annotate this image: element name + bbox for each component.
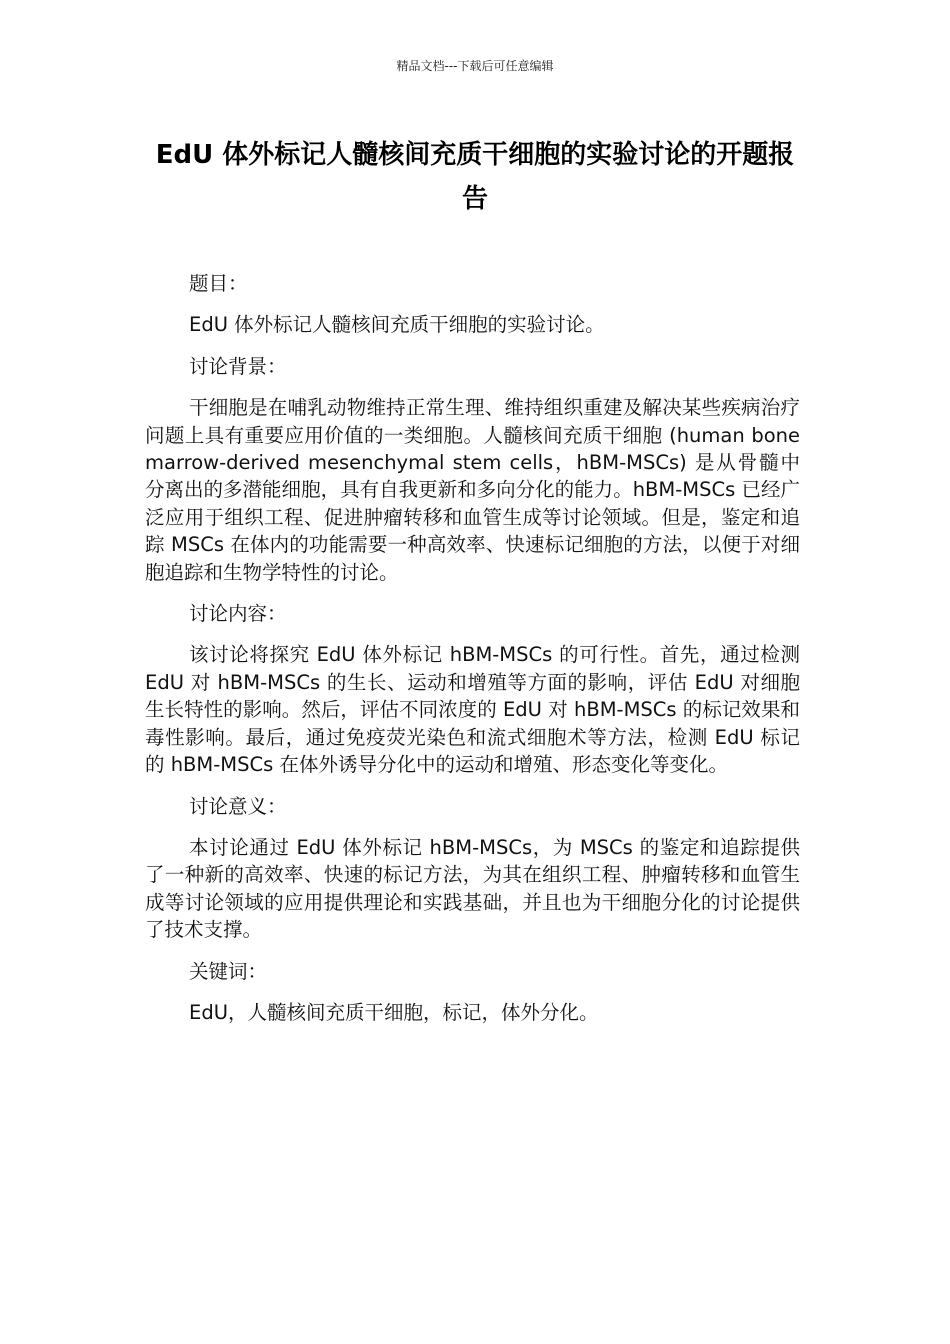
background-label: 讨论背景： [189, 354, 287, 378]
content-label: 讨论内容： [189, 602, 287, 626]
significance-paragraph: 本讨论通过 EdU 体外标记 hBM-MSCs，为 MSCs 的鉴定和追踪提供了一种新的高效率、快速的标记方法，为其在组织工程、肿瘤转移和血管生成等讨论领域的应用提供理论和实践基础，并且也为干细胞分化的讨论提供了技术支撑。 [145, 835, 800, 942]
keywords-text: EdU，人髓核间充质干细胞，标记，体外分化。 [189, 1000, 599, 1024]
header-note: 精品文档---下载后可任意编辑 [396, 59, 554, 73]
document-body [145, 270, 800, 1040]
background-paragraph: 干细胞是在哺乳动物维持正常生理、维持组织重建及解决某些疾病治疗问题上具有重要应用价值的一类细胞。人髓核间充质干细胞 (human bone marrow-derived mesenchymal stem cells，hBM-MSCs) 是从骨髓中分离出的多潜能细胞，具有自我更新和多向分化的能力。hBM-MSCs 已经广泛应用于组织工程、促进肿瘤转移和血管生成等讨论领域。但是，鉴定和追踪 MSCs 在体内的功能需要一种高效率、快速标记细胞的方法，以便于对细胞追踪和生物学特性的讨论。 [145, 396, 800, 584]
keywords-label: 关键词： [189, 959, 268, 983]
topic-label: 题目： [189, 272, 248, 295]
content-paragraph: 该讨论将探究 EdU 体外标记 hBM-MSCs 的可行性。首先，通过检测 EdU 对 hBM-MSCs 的生长、运动和增殖等方面的影响，评估 EdU 对细胞生长特性的影响。然后，评估不同浓度的 EdU 对 hBM-MSCs 的标记效果和毒性影响。最后，通过免疫荧光染色和流式细胞术等方法，检测 EdU 标记的 hBM-MSCs 在体外诱导分化中的运动和增殖、形态变化等变化。 [145, 643, 800, 777]
topic-text: EdU 体外标记人髓核间充质干细胞的实验讨论。 [189, 313, 605, 337]
significance-label: 讨论意义： [189, 794, 287, 818]
document-title: EdU 体外标记人髓核间充质干细胞的实验讨论的开题报告 [155, 140, 795, 214]
